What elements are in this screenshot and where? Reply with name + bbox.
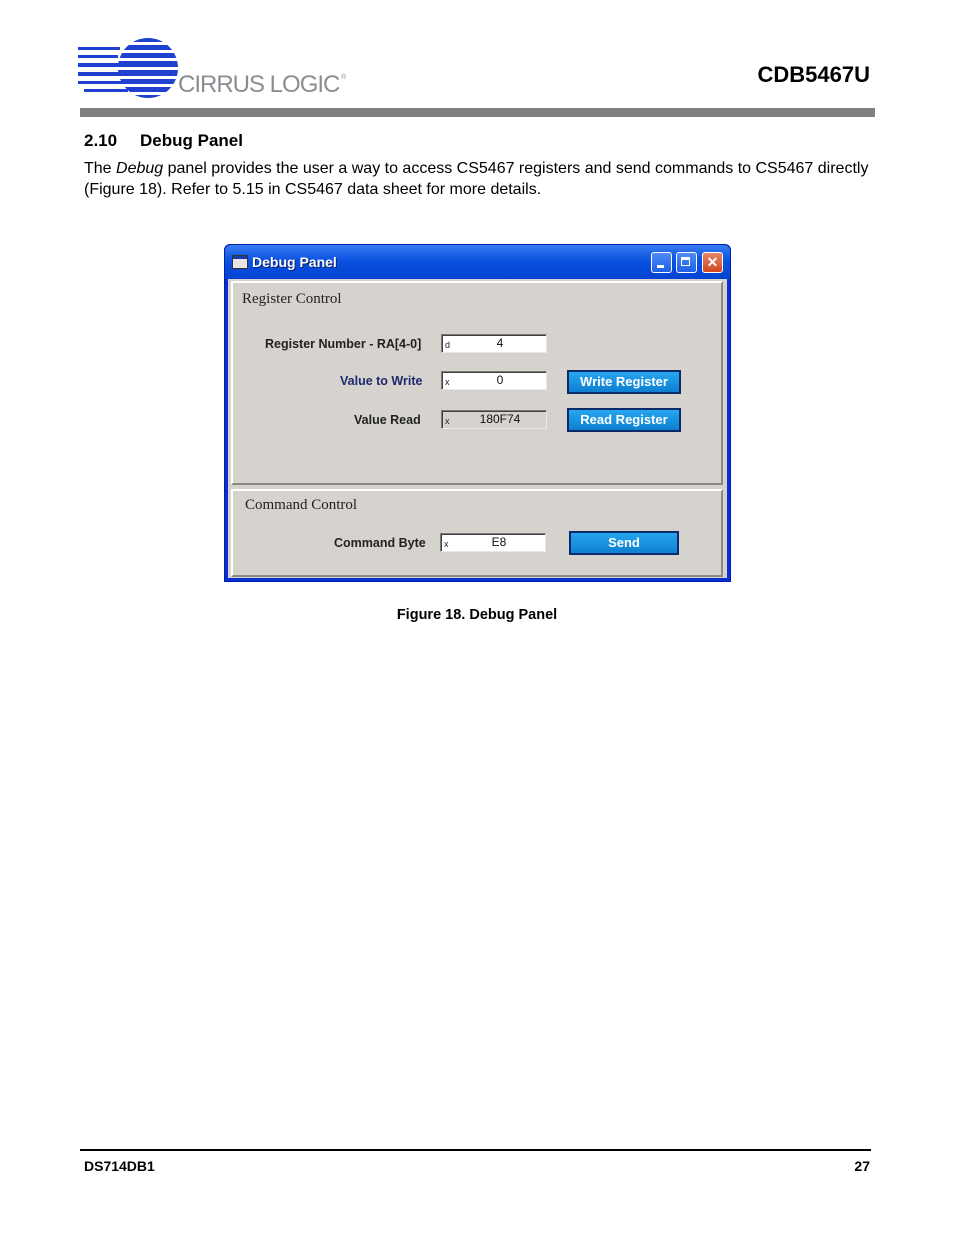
debug-panel-window xyxy=(224,244,731,582)
maximize-button[interactable] xyxy=(676,252,697,273)
section-paragraph xyxy=(84,159,874,200)
value-to-write-prefix: x xyxy=(445,377,450,387)
window-title: Debug Panel xyxy=(252,254,337,270)
figure-caption: Figure 18. Debug Panel xyxy=(396,607,558,623)
close-button[interactable] xyxy=(702,252,723,273)
value-to-write-value: 0 xyxy=(496,373,504,387)
footer-divider xyxy=(80,1149,871,1151)
minimize-button[interactable] xyxy=(651,252,672,273)
footer-doc-id: DS714DB1 xyxy=(84,1158,155,1174)
value-read-value: 180F74 xyxy=(479,412,521,426)
write-register-button[interactable]: Write Register xyxy=(567,370,681,394)
section-number: 2.10 xyxy=(84,131,118,150)
send-button[interactable]: Send xyxy=(569,531,679,555)
command-byte-label: Command Byte xyxy=(334,536,426,550)
read-register-button[interactable]: Read Register xyxy=(567,408,681,432)
paragraph-text: panel provides the user a way to access CS5467 registers and send commands to CS5467 directly (Figure 18). Refer to 5.15 in CS5467 data sheet for more details. xyxy=(84,160,869,198)
paragraph-emphasis: Debug xyxy=(116,160,164,177)
register-control-title: Register Control xyxy=(242,291,342,307)
window-client-area xyxy=(228,279,727,578)
command-control-title: Command Control xyxy=(245,497,358,513)
section-heading xyxy=(84,131,243,151)
value-read-field xyxy=(441,410,547,429)
register-control-group xyxy=(231,281,723,485)
header-divider xyxy=(80,108,875,117)
command-byte-prefix: x xyxy=(444,539,449,549)
register-number-value: 4 xyxy=(496,336,504,350)
window-titlebar[interactable] xyxy=(225,245,730,279)
document-title: CDB5467U xyxy=(757,62,870,87)
logo-registered-mark: ® xyxy=(341,74,347,81)
command-byte-value: E8 xyxy=(491,535,507,549)
value-read-label: Value Read xyxy=(354,413,421,427)
value-to-write-input[interactable] xyxy=(441,371,547,390)
command-control-group xyxy=(231,489,723,577)
window-app-icon[interactable] xyxy=(232,255,248,269)
register-number-prefix: d xyxy=(445,340,451,350)
logo-wordmark: CIRRUS LOGIC xyxy=(178,71,340,98)
value-to-write-label: Value to Write xyxy=(340,374,423,388)
close-icon: ✕ xyxy=(706,254,719,270)
value-read-prefix: x xyxy=(445,416,450,426)
register-number-label: Register Number - RA[4-0] xyxy=(265,337,422,351)
footer-page-number: 27 xyxy=(854,1158,870,1174)
register-number-input[interactable] xyxy=(441,334,547,353)
paragraph-prefix: The xyxy=(84,160,117,177)
section-title: Debug Panel xyxy=(140,131,243,150)
command-byte-input[interactable] xyxy=(440,533,546,552)
